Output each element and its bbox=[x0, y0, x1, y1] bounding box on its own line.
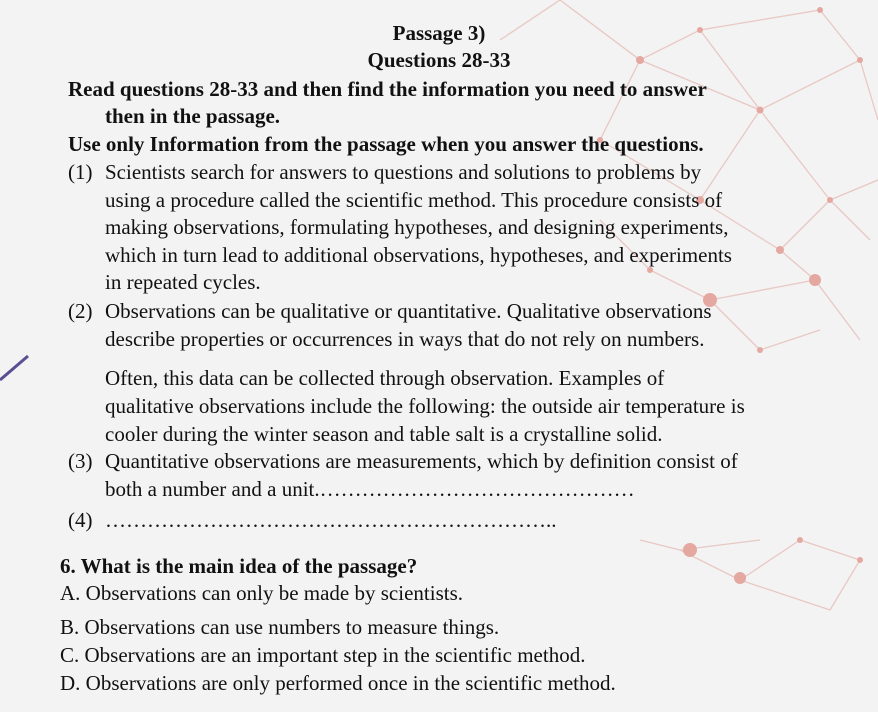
paragraph-3-number: (3) bbox=[68, 449, 93, 473]
paragraph-1-line-4: which in turn lead to additional observations, hypotheses, and experiments bbox=[105, 243, 732, 267]
questions-range: Questions 28-33 bbox=[367, 48, 511, 72]
option-d[interactable]: D. Observations are only performed once in the scientific method. bbox=[60, 671, 616, 695]
paragraph-1-number: (1) bbox=[68, 160, 93, 184]
paragraph-3-line-1: Quantitative observations are measurements, which by definition consist of bbox=[105, 449, 738, 473]
paragraph-1-line-2: using a procedure called the scientific method. This procedure consists of bbox=[105, 188, 723, 212]
paragraph-2b-line-3: cooler during the winter season and table salt is a crystalline solid. bbox=[105, 422, 663, 446]
option-a[interactable]: A. Observations can only be made by scientists. bbox=[60, 581, 463, 605]
instruction-line-3: Use only Information from the passage when you answer the questions. bbox=[68, 132, 704, 156]
passage-title: Passage 3) bbox=[392, 21, 486, 45]
paragraph-2-line-2: describe properties or occurrences in ways that do not rely on numbers. bbox=[105, 327, 705, 351]
paragraph-2b-line-2: qualitative observations include the following: the outside air temperature is bbox=[105, 394, 745, 418]
paragraph-4-dots: ……………………………………………………….. bbox=[105, 508, 557, 532]
instruction-line-2: then in the passage. bbox=[105, 104, 281, 128]
paragraph-1-line-5: in repeated cycles. bbox=[105, 270, 261, 294]
question-text: 6. What is the main idea of the passage? bbox=[60, 554, 418, 578]
paragraph-4-number: (4) bbox=[68, 508, 93, 532]
option-c[interactable]: C. Observations are an important step in the scientific method. bbox=[60, 643, 586, 667]
paragraph-2b-line-1: Often, this data can be collected through observation. Examples of bbox=[105, 366, 665, 390]
paragraph-2-line-1: Observations can be qualitative or quantitative. Qualitative observations bbox=[105, 299, 712, 323]
paragraph-2-number: (2) bbox=[68, 299, 93, 323]
instruction-line-1: Read questions 28-33 and then find the information you need to answer bbox=[68, 77, 707, 101]
option-b[interactable]: B. Observations can use numbers to measure things. bbox=[60, 615, 500, 639]
paragraph-3-line-2: both a number and a unit.……………………………………… bbox=[105, 477, 635, 501]
paragraph-1-line-1: Scientists search for answers to questions and solutions to problems by bbox=[105, 160, 702, 184]
paragraph-1-line-3: making observations, formulating hypotheses, and designing experiments, bbox=[105, 215, 729, 239]
